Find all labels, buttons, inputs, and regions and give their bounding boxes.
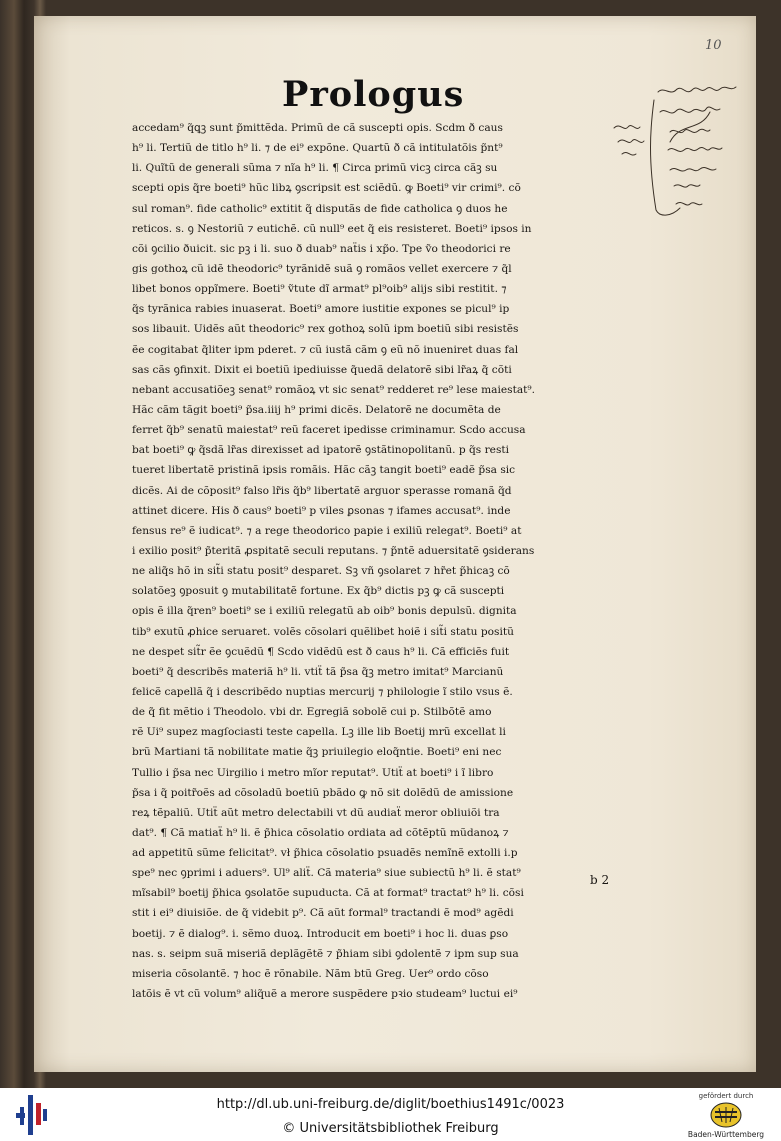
text-line: bat boeti⁹ ꝙ q̃sdã lr̃as direxisset ad ipatorẽ ꝯstãtinopolitanũ. p q̃s resti: [132, 444, 510, 457]
page-heading: Prologus: [282, 74, 465, 115]
text-line: stit i ei⁹ diuisiõe. de q̃ videbit p⁹. Cã aũt formal⁹ tractandi ẽ mod⁹ agẽdi: [132, 907, 514, 920]
text-line: miseria cõsolantẽ. ⁊ hoc ẽ rõnabile. Nãm btũ Greg. Uer⁹ ordo cõso: [132, 967, 489, 980]
text-line: libet bonos oppĩmere. Boeti⁹ ṽtute dĩ armat⁹ pl⁹oib⁹ alijs sibi restitit. ⁊: [132, 283, 507, 296]
text-block: [132, 118, 624, 1004]
text-line: p̃sa i q̃ poitr̃oẽs ad cõsoladũ boetiũ pbãdo ꝙ nõ sit dolẽdũ de amissione: [132, 786, 514, 799]
sponsor-label: gefördert durch: [698, 1092, 754, 1100]
text-line: nas. s. seipm suã miseriã deplãgẽtẽ ⁊ p̃hiam sibi ꝯdolentẽ ⁊ ipm sup sua: [132, 947, 519, 960]
text-line: brũ Martiani tã nobilitate matie q̃ꝫ priuilegio eloq̃ntie. Boeti⁹ eni nec: [132, 746, 502, 759]
text-line: cõi ꝯcilio ðuicit. sic pꝫ i li. suo ð duab⁹ naẗis i xp̃o. Tpe ṽo theodorici re: [132, 242, 511, 255]
text-line: mĩsabil⁹ boetij p̃hica ꝯsolatõe supuducta. Cã at format⁹ tractat⁹ h⁹ li. cõsi: [132, 887, 524, 900]
text-line: sos libauit. Uidẽs aũt theodoric⁹ rex gothoꝝ solũ ipm boetiũ sibi resistẽs: [132, 323, 519, 336]
marginal-handwriting: [610, 82, 760, 232]
text-line: nebant accusatiõeꝫ senat⁹ romãoꝝ vt sic senat⁹ redderet re⁹ lese maiestat⁹.: [132, 383, 536, 396]
text-line: h⁹ li. Tertiũ de titlo h⁹ li. ⁊ de ei⁹ expõne. Quartũ ð cã intitulatõis p̃nt⁹: [132, 142, 503, 155]
text-line: de q̃ fit mẽtio i Theodolo. vbi dr. Egregiã sobolẽ cui p. Stilbõtẽ amo: [132, 706, 492, 719]
text-line: ne despet sit̃r ẽe ꝯcuẽdũ ¶ Scdo vidẽdũ est ð caus h⁹ li. Cã efficiẽs fuit: [132, 645, 510, 658]
text-line: ne aliq̃s hõ in sit̃i statu posit⁹ desparet. Sꝫ vñ ꝯsolaret ⁊ hr̃et p̃hicaꝫ cõ: [132, 565, 510, 578]
text-line: attinet dicere. His ð caus⁹ boeti⁹ p viles ꝑsonas ⁊ ifames accusat⁹. inde: [132, 504, 511, 517]
text-line: boetij. ⁊ ẽ dialog⁹. i. sẽmo duoꝝ. Introducit em boeti⁹ i hoc li. duas ꝑso: [132, 927, 509, 940]
source-url-link[interactable]: http://dl.ub.uni-freiburg.de/diglit/boethius1491c/0023: [216, 1097, 565, 1112]
text-line: spe⁹ nec ꝯprimi i aduers⁹. Ul⁹ aliẗ. Cã materia⁹ siue subiectũ h⁹ li. ẽ stat⁹: [132, 867, 521, 880]
text-line: dicẽs. Ai de cõposit⁹ falso lr̃is q̃b⁹ libertatẽ arguor sperasse romanã q̃d: [132, 484, 512, 497]
copyright-text: © Universitätsbibliothek Freiburg: [282, 1121, 499, 1136]
text-line: reꝝ tẽpaliũ. Utiẗ aũt metro delectabili vt dũ audiaẗ meror obliuiõi tra: [132, 806, 500, 819]
text-line: rẽ Ui⁹ supez magſociasti teste capella. Lꝫ ille lib Boetij mrũ excellat li: [132, 726, 506, 739]
text-line: boeti⁹ q̃ describẽs materiã h⁹ li. vtiẗ tã p̃sa q̃ꝫ metro imitat⁹ Marcianũ: [132, 665, 504, 678]
text-line: opis ẽ illa q̃ren⁹ boeti⁹ se i exiliũ relegatũ ab oib⁹ bonis depulsũ. dignita: [132, 605, 517, 618]
text-line: Tullio i p̃sa nec Uirgilio i metro mĩor reputat⁹. Utiẗ at boeti⁹ i ĩ libro: [132, 766, 494, 779]
text-line: latõis ẽ vt cũ volum⁹ aliq̃uẽ a merore suspẽdere pꝛio studeam⁹ luctui ei⁹: [132, 988, 518, 1001]
signature-mark: b 2: [590, 873, 610, 887]
text-line: reticos. s. ꝯ Nestoriũ ⁊ eutichẽ. cũ null⁹ eet q̃ eis resisteret. Boeti⁹ ipsos in: [132, 222, 532, 235]
text-line: i exilio posit⁹ p̃teritã ꝓspitatẽ seculi reputans. ⁊ p̃ntẽ aduersitatẽ ꝯsiderans: [132, 544, 535, 557]
text-line: q̃s tyrãnica rabies inuaserat. Boeti⁹ amore iustitie expones se picul⁹ ip: [132, 303, 510, 316]
text-line: ferret q̃b⁹ senatũ maiestat⁹ reũ faceret ipedisse criminamur. Scdo accusa: [132, 424, 526, 437]
text-line: ẽe cogitabat q̃liter ipm pderet. ⁊ cũ iustã cãm ꝯ eũ nõ inueniret duas fal: [132, 343, 519, 356]
text-line: ad appetitũ sũme felicitat⁹. vł p̃hica cõsolatio psuadẽs nemĩnẽ extolli i.p: [132, 847, 518, 860]
text-line: dat⁹. ¶ Cã matiaẗ h⁹ li. ẽ p̃hica cõsolatio ordiata ad cõtẽptũ mũdanoꝝ ⁊: [132, 826, 509, 839]
text-line: Hãc cãm tãgit boeti⁹ p̃sa.iiij h⁹ primi dicẽs. Delatorẽ ne documẽta de: [132, 403, 501, 416]
text-line: accedam⁹ q̃ꝗꝫ sunt p̃mittẽda. Primũ de cã suscepti opis. Scdm ð caus: [132, 122, 503, 134]
sponsor-name: Baden-Württemberg: [687, 1130, 765, 1139]
text-line: solatõeꝫ ꝯposuit ꝯ mutabilitatẽ fortune. Ex q̃b⁹ dictis pꝫ ꝙ cã suscepti: [132, 585, 505, 598]
text-line: sas cãs ꝯfinxit. Dixit ei boetiũ ipediuisse q̃uedã delatorẽ sibi lr̃aꝝ q̃ cõti: [132, 363, 512, 376]
text-line: tueret libertatẽ pristinã ipsis romãis. Hãc cãꝫ tangit boeti⁹ eadẽ p̃sa sic: [132, 464, 516, 477]
text-line: li. Quĩtũ de generali sũma ⁊ nĩa h⁹ li. ¶ Circa primũ vicꝫ circa cãꝫ su: [132, 162, 498, 175]
text-line: scepti opis q̃re boeti⁹ hũc libꝝ ꝯscripsit est sciẽdũ. ꝙ Boeti⁹ vir crimi⁹. cõ: [132, 182, 521, 195]
state-crest-icon: [709, 1102, 743, 1128]
sponsor-block: [676, 1090, 776, 1140]
text-line: gis gothoꝝ cũ idẽ theodoric⁹ tyrãnidẽ suã ꝯ romãos vellet exercere ⁊ q̃l: [132, 262, 512, 275]
text-line: tib⁹ exutũ ꝓhice seruaret. volẽs cõsolari quẽlibet hoiẽ i sit̃i statu positũ: [132, 625, 514, 638]
text-line: sul roman⁹. fide catholic⁹ extitit q̃ disputãs de fide catholica ꝯ duos he: [132, 202, 508, 215]
text-line: fensus re⁹ ẽ iudicat⁹. ⁊ a rege theodorico papie i exiliũ relegat⁹. Boeti⁹ at: [132, 524, 522, 537]
folio-number: 10: [705, 38, 722, 53]
text-line: felicẽ capellã q̃ i describẽdo nuptias mercurij ⁊ philologie ĩ stilo vsus ẽ.: [132, 685, 513, 698]
